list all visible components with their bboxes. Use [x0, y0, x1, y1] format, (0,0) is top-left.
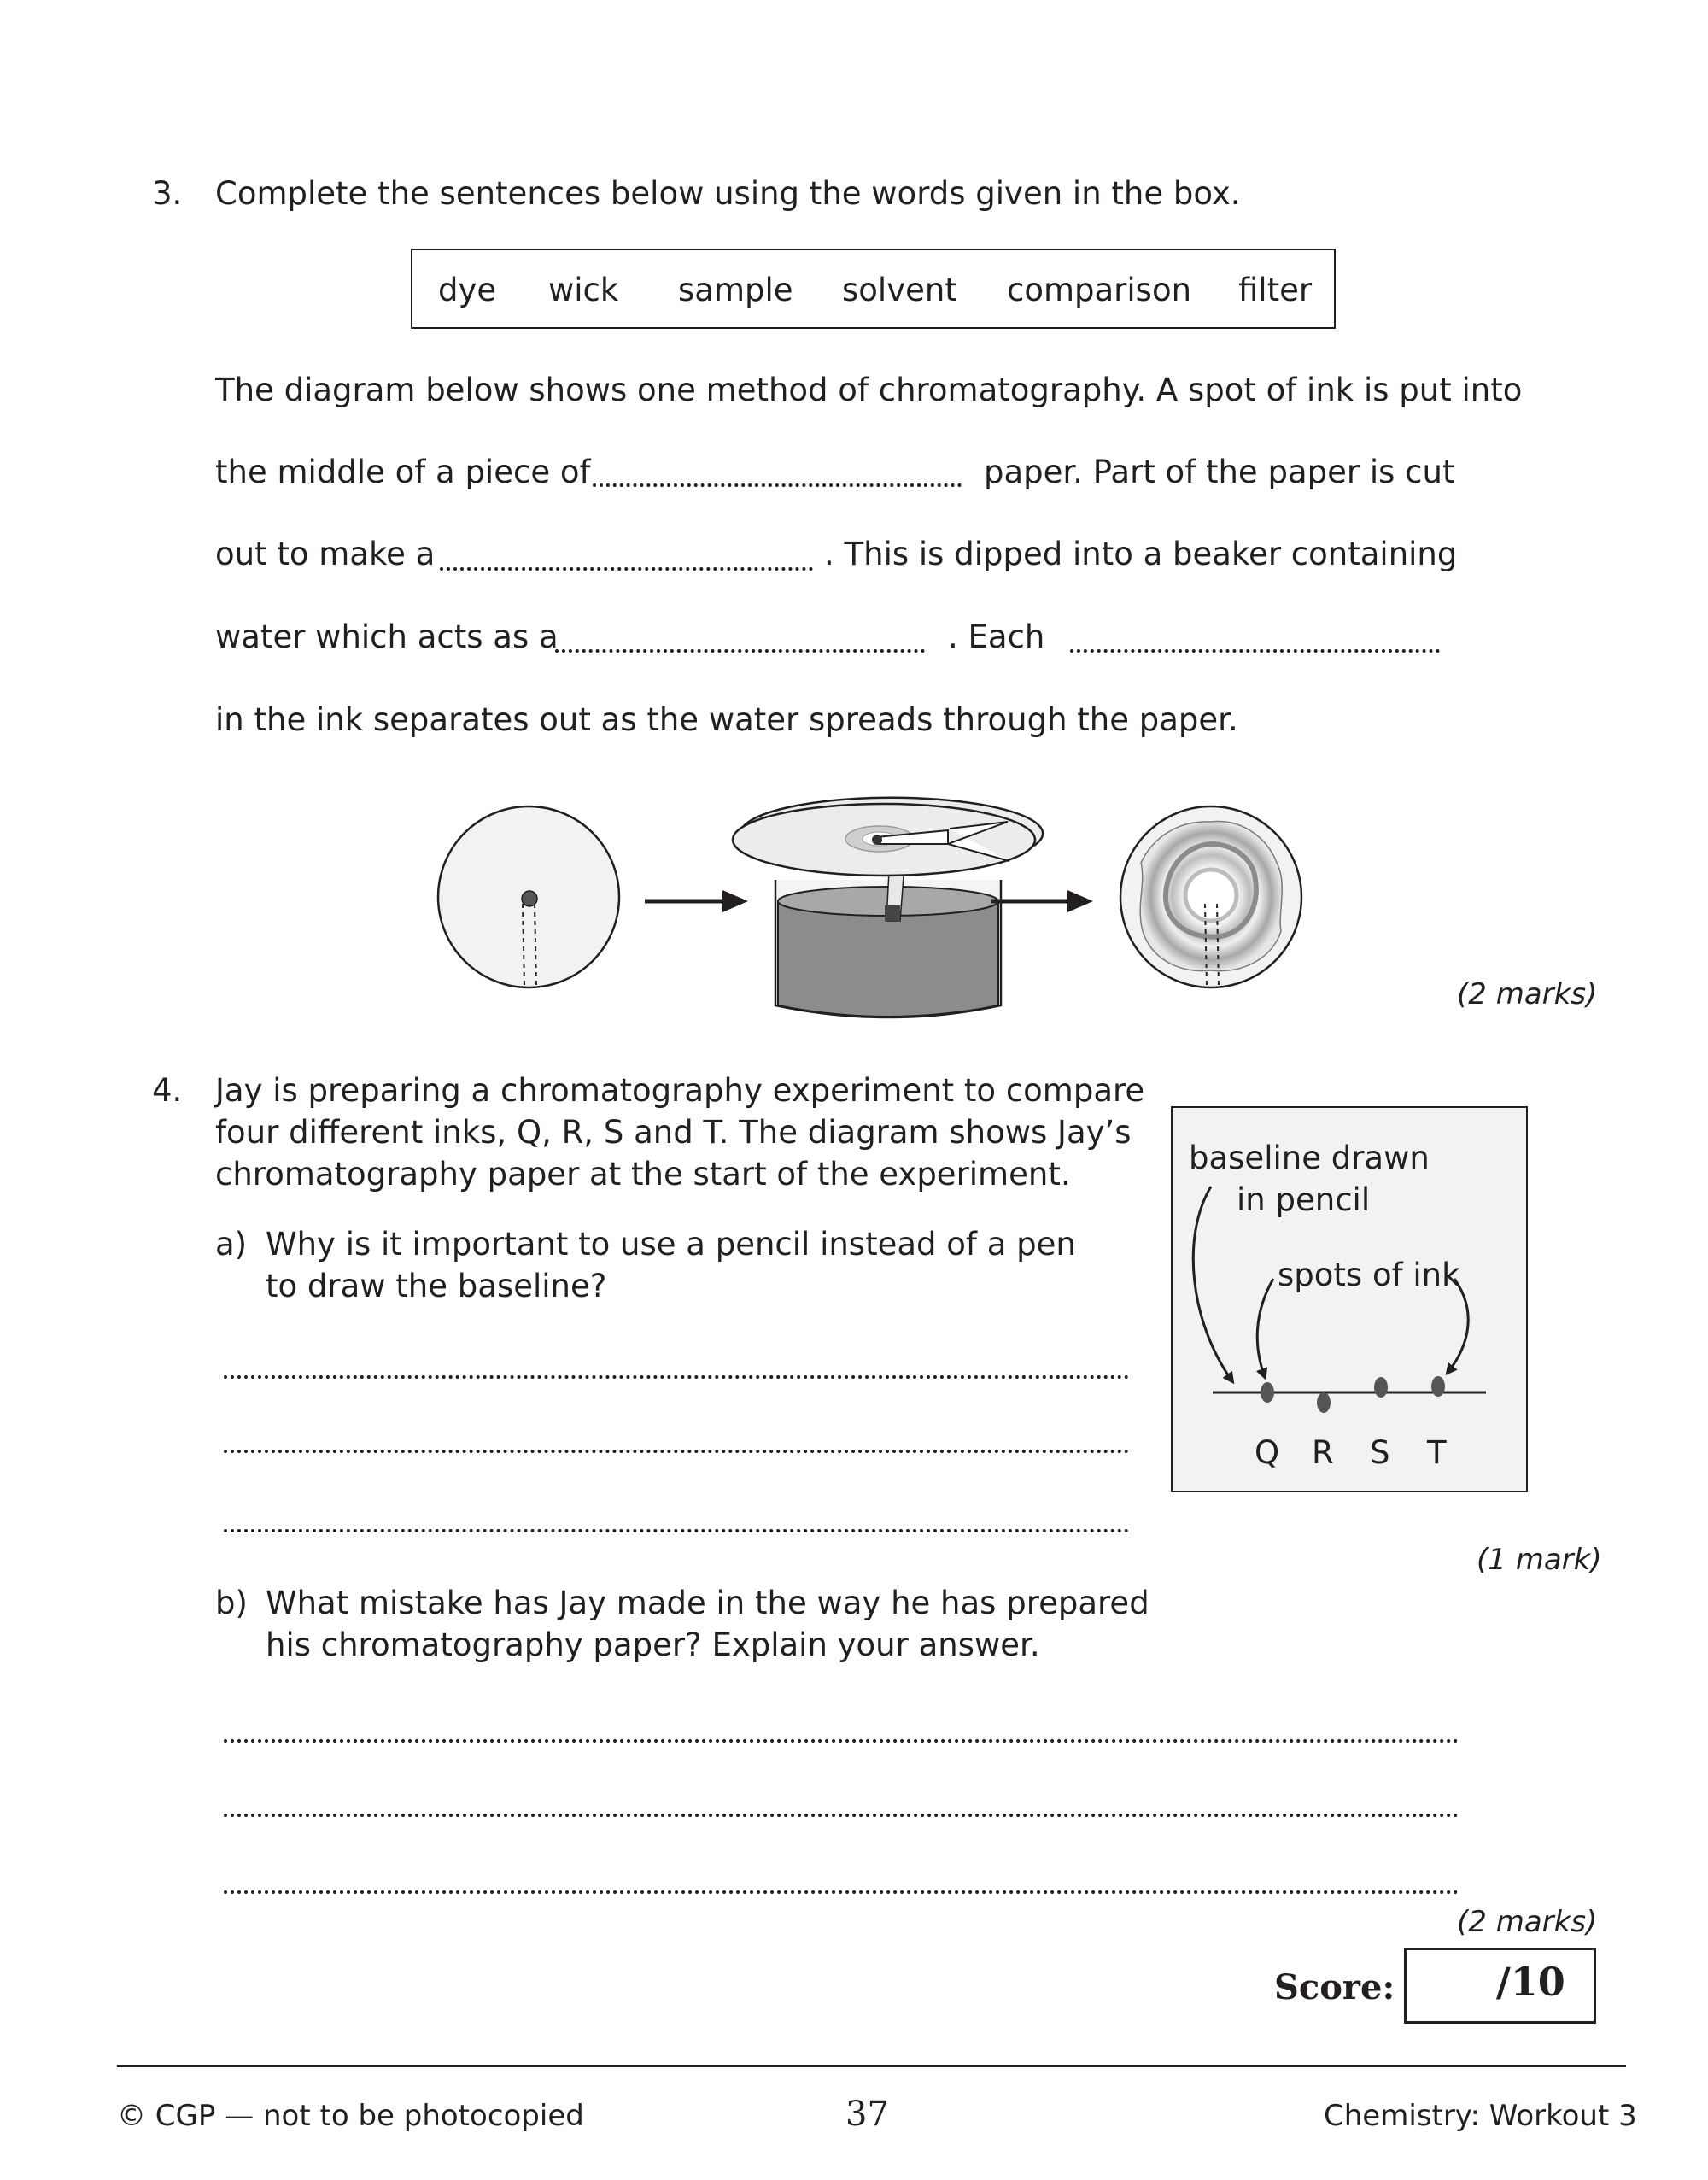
- score-box[interactable]: [1404, 1948, 1596, 2024]
- footer-book-title: Chemistry: Workout 3: [1324, 2099, 1637, 2133]
- arrow-right-icon: [645, 890, 748, 912]
- word-dye: dye: [438, 272, 497, 308]
- baseline-label-line-2: in pencil: [1237, 1181, 1371, 1218]
- filter-paper-with-spot: [438, 806, 619, 987]
- footer-copyright: © CGP — not to be photocopied: [117, 2099, 584, 2133]
- q3-prompt: Complete the sentences below using the words given in the box.: [215, 175, 1241, 212]
- word-solvent: solvent: [842, 272, 957, 308]
- q4a-answer-line-3[interactable]: [224, 1529, 1129, 1532]
- q4b-answer-line-1[interactable]: [224, 1739, 1459, 1743]
- q3-marks: (2 marks): [1457, 977, 1598, 1011]
- arrow-right-icon: [991, 890, 1093, 912]
- spot-letter-r: R: [1312, 1434, 1334, 1471]
- ink-spot-q: [1261, 1382, 1274, 1403]
- baseline-label-line-1: baseline drawn: [1189, 1140, 1430, 1176]
- q3-sentence-line-5: in the ink separates out as the water spreads through the paper.: [215, 701, 1238, 738]
- q3-number: 3.: [152, 175, 183, 212]
- q3-sentence-line-4b: . Each: [948, 618, 1045, 655]
- q3-sentence-line-1: The diagram below shows one method of chromatography. A spot of ink is put into: [215, 372, 1523, 408]
- ink-spot-s: [1374, 1377, 1388, 1398]
- q4-intro-line-3: chromatography paper at the start of the experiment.: [215, 1156, 1071, 1193]
- answer-blank-paper[interactable]: [593, 483, 962, 487]
- q4b-question-line-2: his chromatography paper? Explain your answer.: [266, 1626, 1040, 1663]
- developed-chromatogram: [1120, 806, 1301, 987]
- score-label: Score:: [1274, 1967, 1395, 2007]
- footer-divider: [117, 2065, 1626, 2067]
- q3-sentence-line-2a: the middle of a piece of: [215, 454, 591, 490]
- score-value: /10: [1496, 1959, 1565, 2005]
- chromatography-method-diagram: [427, 769, 1315, 1034]
- word-box: [411, 249, 1336, 329]
- q4a-answer-line-1[interactable]: [224, 1375, 1129, 1379]
- spot-letter-q: Q: [1255, 1434, 1280, 1471]
- q4-number: 4.: [152, 1072, 183, 1109]
- q4b-answer-line-3[interactable]: [224, 1890, 1459, 1894]
- beaker-with-filter-paper: [733, 798, 1043, 1017]
- q4b-label: b): [215, 1585, 248, 1621]
- q4a-answer-line-2[interactable]: [224, 1450, 1129, 1453]
- word-wick: wick: [548, 272, 619, 308]
- q3-sentence-line-3a: out to make a: [215, 536, 436, 572]
- q4a-marks: (1 mark): [1477, 1543, 1602, 1577]
- q4a-question-line-2: to draw the baseline?: [266, 1268, 607, 1304]
- q4-intro-line-1: Jay is preparing a chromatography experiment to compare: [215, 1072, 1145, 1109]
- answer-blank-wick[interactable]: [440, 567, 813, 571]
- word-sample: sample: [678, 272, 793, 308]
- q4b-question-line-1: What mistake has Jay made in the way he has prepared: [266, 1585, 1149, 1621]
- q4b-answer-line-2[interactable]: [224, 1814, 1459, 1817]
- ink-spot-r: [1317, 1392, 1331, 1413]
- spot-letter-t: T: [1427, 1434, 1447, 1471]
- q4b-marks: (2 marks): [1457, 1905, 1598, 1939]
- word-comparison: comparison: [1007, 272, 1192, 308]
- q3-sentence-line-2b: paper. Part of the paper is cut: [984, 454, 1455, 490]
- answer-blank-solvent[interactable]: [555, 649, 925, 653]
- spot-letter-s: S: [1370, 1434, 1390, 1471]
- q3-sentence-line-3b: . This is dipped into a beaker containing: [824, 536, 1458, 572]
- chromatography-paper-diagram: [1171, 1106, 1528, 1492]
- q3-sentence-line-4a: water which acts as a: [215, 618, 559, 655]
- spots-label: spots of ink: [1278, 1257, 1460, 1293]
- word-filter: filter: [1238, 272, 1313, 308]
- q4a-label: a): [215, 1226, 248, 1263]
- answer-blank-dye[interactable]: [1070, 649, 1440, 653]
- footer-page-number: 37: [845, 2095, 889, 2134]
- diagram-arrows-and-spots: [1173, 1108, 1526, 1491]
- ink-spot-t: [1431, 1376, 1445, 1397]
- q4a-question-line-1: Why is it important to use a pencil instead of a pen: [266, 1226, 1076, 1263]
- q4-intro-line-2: four different inks, Q, R, S and T. The diagram shows Jay’s: [215, 1114, 1132, 1151]
